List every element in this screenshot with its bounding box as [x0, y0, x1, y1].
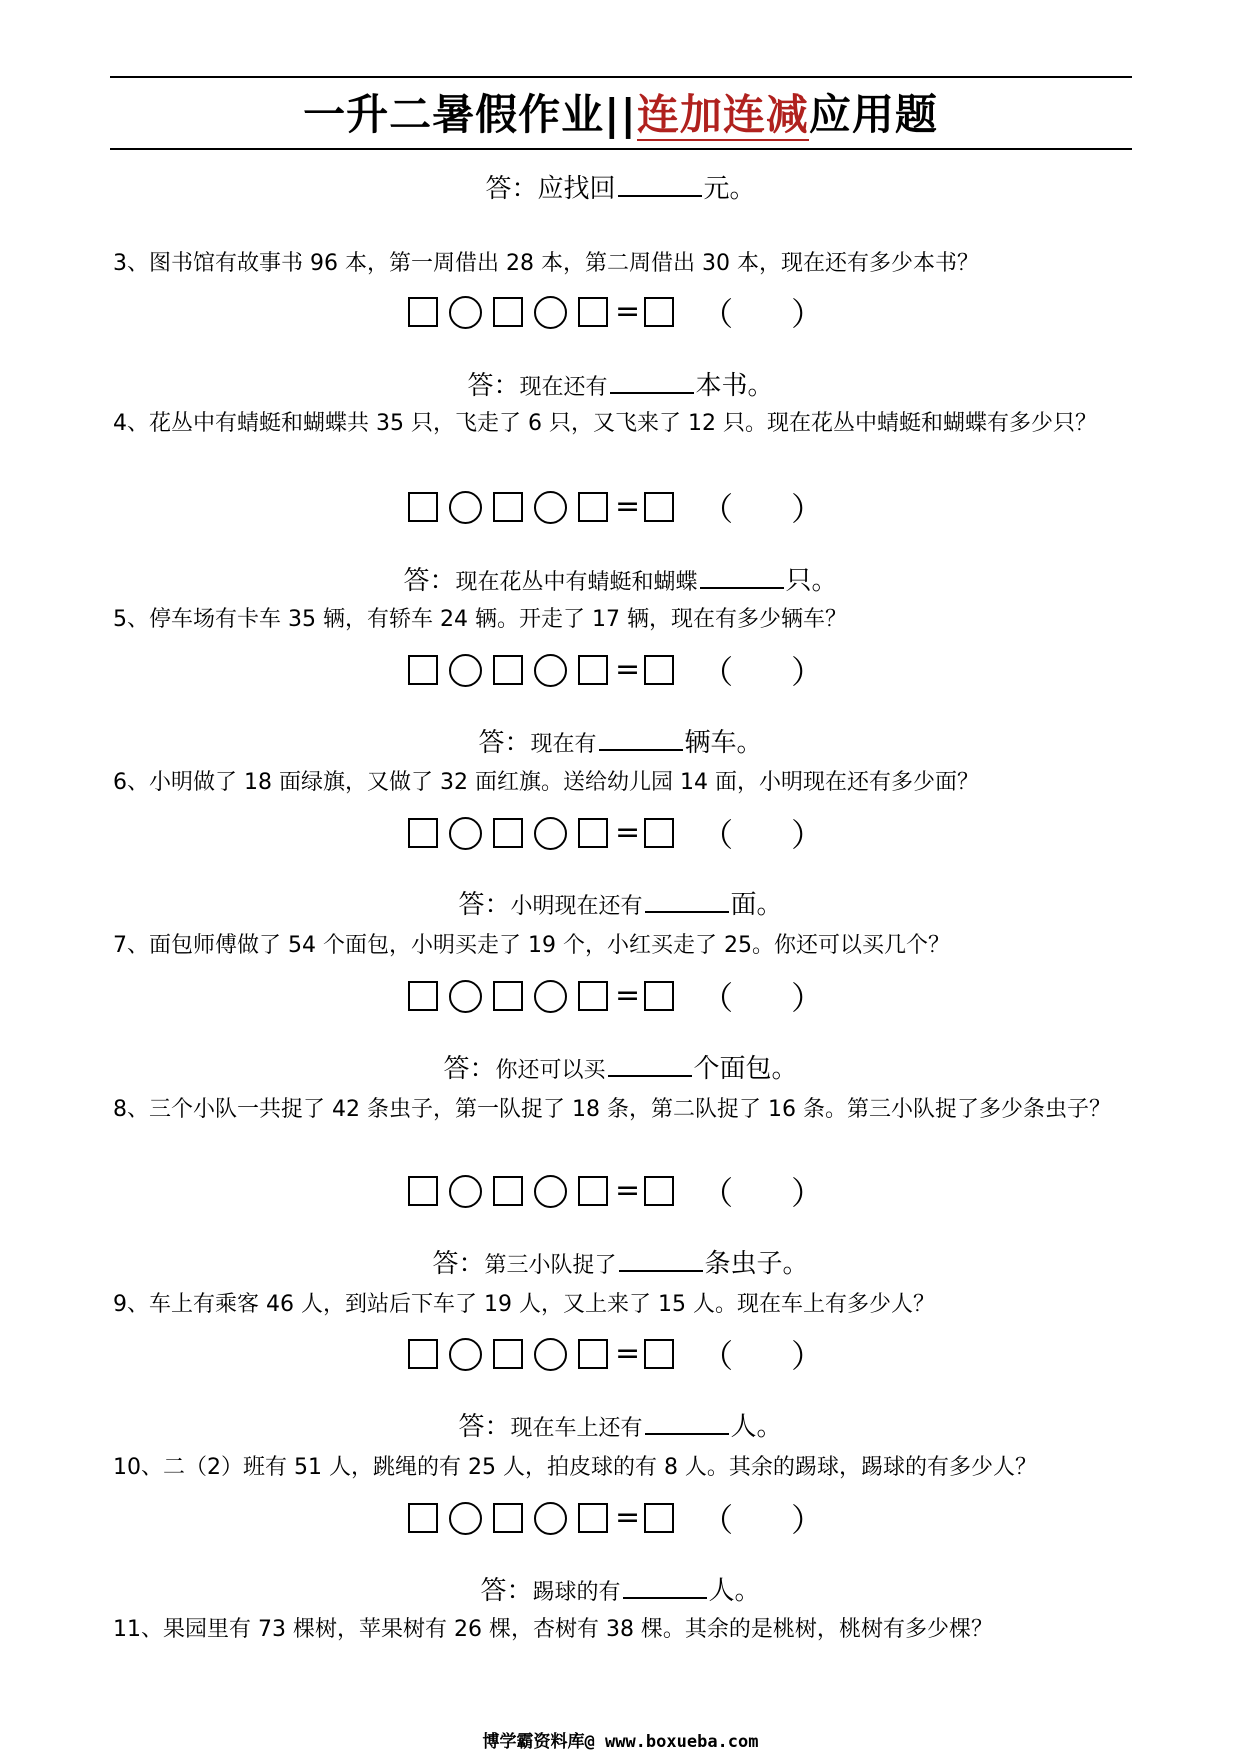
answer-text: 踢球的有 — [532, 1580, 621, 1605]
answer-line-9 — [0, 1406, 1241, 1443]
equals-sign: = — [615, 489, 641, 524]
operator-circle[interactable] — [534, 296, 567, 329]
title-accent: 连加连减 — [636, 90, 809, 139]
title-prefix: 一升二暑假作业|| — [303, 90, 637, 139]
answer-blank[interactable] — [618, 173, 702, 197]
square-box[interactable] — [493, 1176, 523, 1206]
formula-row-5[interactable] — [408, 652, 824, 691]
square-box[interactable] — [578, 655, 608, 685]
equals-sign: = — [615, 652, 641, 687]
operator-circle[interactable] — [534, 1175, 567, 1208]
square-box[interactable] — [408, 1339, 438, 1369]
answer-line-10 — [0, 1570, 1241, 1607]
answer-prefix: 答： — [458, 890, 511, 920]
answer-blank[interactable] — [599, 727, 683, 751]
paren-close: ） — [791, 295, 824, 333]
answer-text: 现在车上还有 — [510, 1416, 643, 1441]
result-box[interactable] — [644, 297, 674, 327]
operator-circle[interactable] — [449, 1175, 482, 1208]
operator-circle[interactable] — [449, 1502, 482, 1535]
equals-sign: = — [615, 815, 641, 850]
formula-row-7[interactable] — [408, 978, 824, 1017]
question-11: 11、果园里有 73 棵树，苹果树有 26 棵，杏树有 38 棵。其余的是桃树，桃树有多少棵？ — [113, 1617, 993, 1642]
answer-text: 现在花丛中有蜻蜓和蝴蝶 — [455, 570, 698, 595]
title-underline-rule — [110, 148, 1132, 150]
operator-circle[interactable] — [449, 980, 482, 1013]
result-box[interactable] — [644, 492, 674, 522]
equals-sign: = — [615, 978, 641, 1013]
square-box[interactable] — [493, 1339, 523, 1369]
answer-line-8 — [0, 1243, 1241, 1280]
square-box[interactable] — [578, 1176, 608, 1206]
result-box[interactable] — [644, 655, 674, 685]
square-box[interactable] — [578, 1503, 608, 1533]
operator-circle[interactable] — [534, 980, 567, 1013]
paren-open: （ — [701, 1501, 734, 1539]
question-9: 9、车上有乘客 46 人，到站后下车了 19 人，又上来了 15 人。现在车上有多少人？ — [113, 1292, 935, 1317]
paren-open: （ — [701, 1337, 734, 1375]
operator-circle[interactable] — [449, 296, 482, 329]
answer-prefix: 答： — [480, 1576, 533, 1606]
question-10: 10、二（2）班有 51 人，跳绳的有 25 人，拍皮球的有 8 人。其余的踢球，踢球的有多少人？ — [113, 1455, 1037, 1480]
answer-prefix: 答： — [443, 1054, 496, 1084]
answer-blank[interactable] — [610, 370, 694, 394]
answer-line-4 — [0, 560, 1241, 597]
square-box[interactable] — [408, 818, 438, 848]
equals-sign: = — [615, 294, 641, 329]
equals-sign: = — [615, 1173, 641, 1208]
answer-blank[interactable] — [623, 1575, 707, 1599]
question-7: 7、面包师傅做了 54 个面包，小明买走了 19 个，小红买走了 25。你还可以买几个？ — [113, 933, 950, 958]
answer-line-3 — [0, 365, 1241, 402]
answer-text: 小明现在还有 — [510, 894, 643, 919]
answer-line-6 — [0, 884, 1241, 921]
answer-unit: 只。 — [785, 566, 838, 596]
formula-row-10[interactable] — [408, 1500, 824, 1539]
answer-blank[interactable] — [645, 889, 729, 913]
paren-close: ） — [791, 816, 824, 854]
answer-line-5 — [0, 722, 1241, 759]
square-box[interactable] — [493, 1503, 523, 1533]
answer-line-top — [0, 168, 1241, 205]
square-box[interactable] — [408, 1176, 438, 1206]
answer-text: 现在还有 — [519, 375, 608, 400]
result-box[interactable] — [644, 818, 674, 848]
operator-circle[interactable] — [449, 817, 482, 850]
paren-open: （ — [701, 979, 734, 1017]
answer-prefix: 答： — [467, 371, 520, 401]
equals-sign: = — [615, 1336, 641, 1371]
operator-circle[interactable] — [534, 491, 567, 524]
formula-row-3[interactable] — [408, 294, 824, 333]
answer-unit: 辆车。 — [684, 728, 763, 758]
answer-text: 第三小队捉了 — [484, 1253, 617, 1278]
answer-prefix: 答： — [478, 728, 531, 758]
paren-close: ） — [791, 1337, 824, 1375]
answer-blank[interactable] — [608, 1053, 692, 1077]
square-box[interactable] — [408, 492, 438, 522]
answer-blank[interactable] — [619, 1248, 703, 1272]
square-box[interactable] — [578, 1339, 608, 1369]
answer-text: 答：应找回 — [485, 174, 616, 204]
answer-prefix: 答： — [403, 566, 456, 596]
answer-unit: 本书。 — [695, 371, 774, 401]
square-box[interactable] — [408, 297, 438, 327]
paren-open: （ — [701, 653, 734, 691]
answer-unit: 人。 — [708, 1576, 761, 1606]
result-box[interactable] — [644, 1503, 674, 1533]
result-box[interactable] — [644, 1339, 674, 1369]
footer-watermark: 博学霸资料库@ www.boxueba.com — [482, 1732, 759, 1752]
answer-line-7 — [0, 1048, 1241, 1085]
square-box[interactable] — [493, 655, 523, 685]
question-4: 4、花丛中有蜻蜓和蝴蝶共 35 只，飞走了 6 只，又飞来了 12 只。现在花丛中蜻蜓和蝴蝶有多少只？ — [113, 411, 1097, 436]
square-box[interactable] — [578, 297, 608, 327]
answer-unit: 条虫子。 — [704, 1249, 809, 1279]
answer-unit: 个面包。 — [693, 1054, 798, 1084]
top-rule — [110, 76, 1132, 78]
operator-circle[interactable] — [534, 654, 567, 687]
result-box[interactable] — [644, 981, 674, 1011]
paren-close: ） — [791, 490, 824, 528]
answer-unit: 元。 — [703, 174, 756, 204]
question-5: 5、停车场有卡车 35 辆，有轿车 24 辆。开走了 17 辆，现在有多少辆车？ — [113, 607, 847, 632]
square-box[interactable] — [578, 981, 608, 1011]
formula-row-4[interactable] — [408, 489, 824, 528]
square-box[interactable] — [493, 297, 523, 327]
answer-prefix: 答： — [458, 1412, 511, 1442]
answer-prefix: 答： — [432, 1249, 485, 1279]
formula-row-9[interactable] — [408, 1336, 824, 1375]
answer-unit: 面。 — [730, 890, 783, 920]
operator-circle[interactable] — [534, 1338, 567, 1371]
square-box[interactable] — [578, 492, 608, 522]
square-box[interactable] — [493, 492, 523, 522]
paren-close: ） — [791, 1501, 824, 1539]
answer-text: 现在有 — [530, 732, 597, 757]
square-box[interactable] — [493, 981, 523, 1011]
paren-open: （ — [701, 490, 734, 528]
answer-blank[interactable] — [645, 1411, 729, 1435]
square-box[interactable] — [408, 1503, 438, 1533]
operator-circle[interactable] — [534, 817, 567, 850]
paren-close: ） — [791, 979, 824, 1017]
question-6: 6、小明做了 18 面绿旗，又做了 32 面红旗。送给幼儿园 14 面，小明现在还有多少面？ — [113, 770, 979, 795]
question-8: 8、三个小队一共捉了 42 条虫子，第一队捉了 18 条，第二队捉了 16 条。第三小队捉了多少条虫子？ — [113, 1097, 1111, 1122]
paren-open: （ — [701, 816, 734, 854]
result-box[interactable] — [644, 1176, 674, 1206]
title-suffix: 应用题 — [808, 90, 938, 139]
operator-circle[interactable] — [449, 1338, 482, 1371]
paren-open: （ — [701, 1174, 734, 1212]
operator-circle[interactable] — [449, 491, 482, 524]
paren-open: （ — [701, 295, 734, 333]
question-3: 3、图书馆有故事书 96 本，第一周借出 28 本，第二周借出 30 本，现在还有多少本书？ — [113, 251, 979, 276]
page-title — [0, 82, 1241, 142]
square-box[interactable] — [408, 981, 438, 1011]
equals-sign: = — [615, 1500, 641, 1535]
answer-unit: 人。 — [730, 1412, 783, 1442]
square-box[interactable] — [493, 818, 523, 848]
operator-circle[interactable] — [449, 654, 482, 687]
square-box[interactable] — [408, 655, 438, 685]
paren-close: ） — [791, 653, 824, 691]
formula-row-8[interactable] — [408, 1173, 824, 1212]
answer-blank[interactable] — [700, 565, 784, 589]
answer-text: 你还可以买 — [495, 1058, 606, 1083]
paren-close: ） — [791, 1174, 824, 1212]
formula-row-6[interactable] — [408, 815, 824, 854]
operator-circle[interactable] — [534, 1502, 567, 1535]
square-box[interactable] — [578, 818, 608, 848]
